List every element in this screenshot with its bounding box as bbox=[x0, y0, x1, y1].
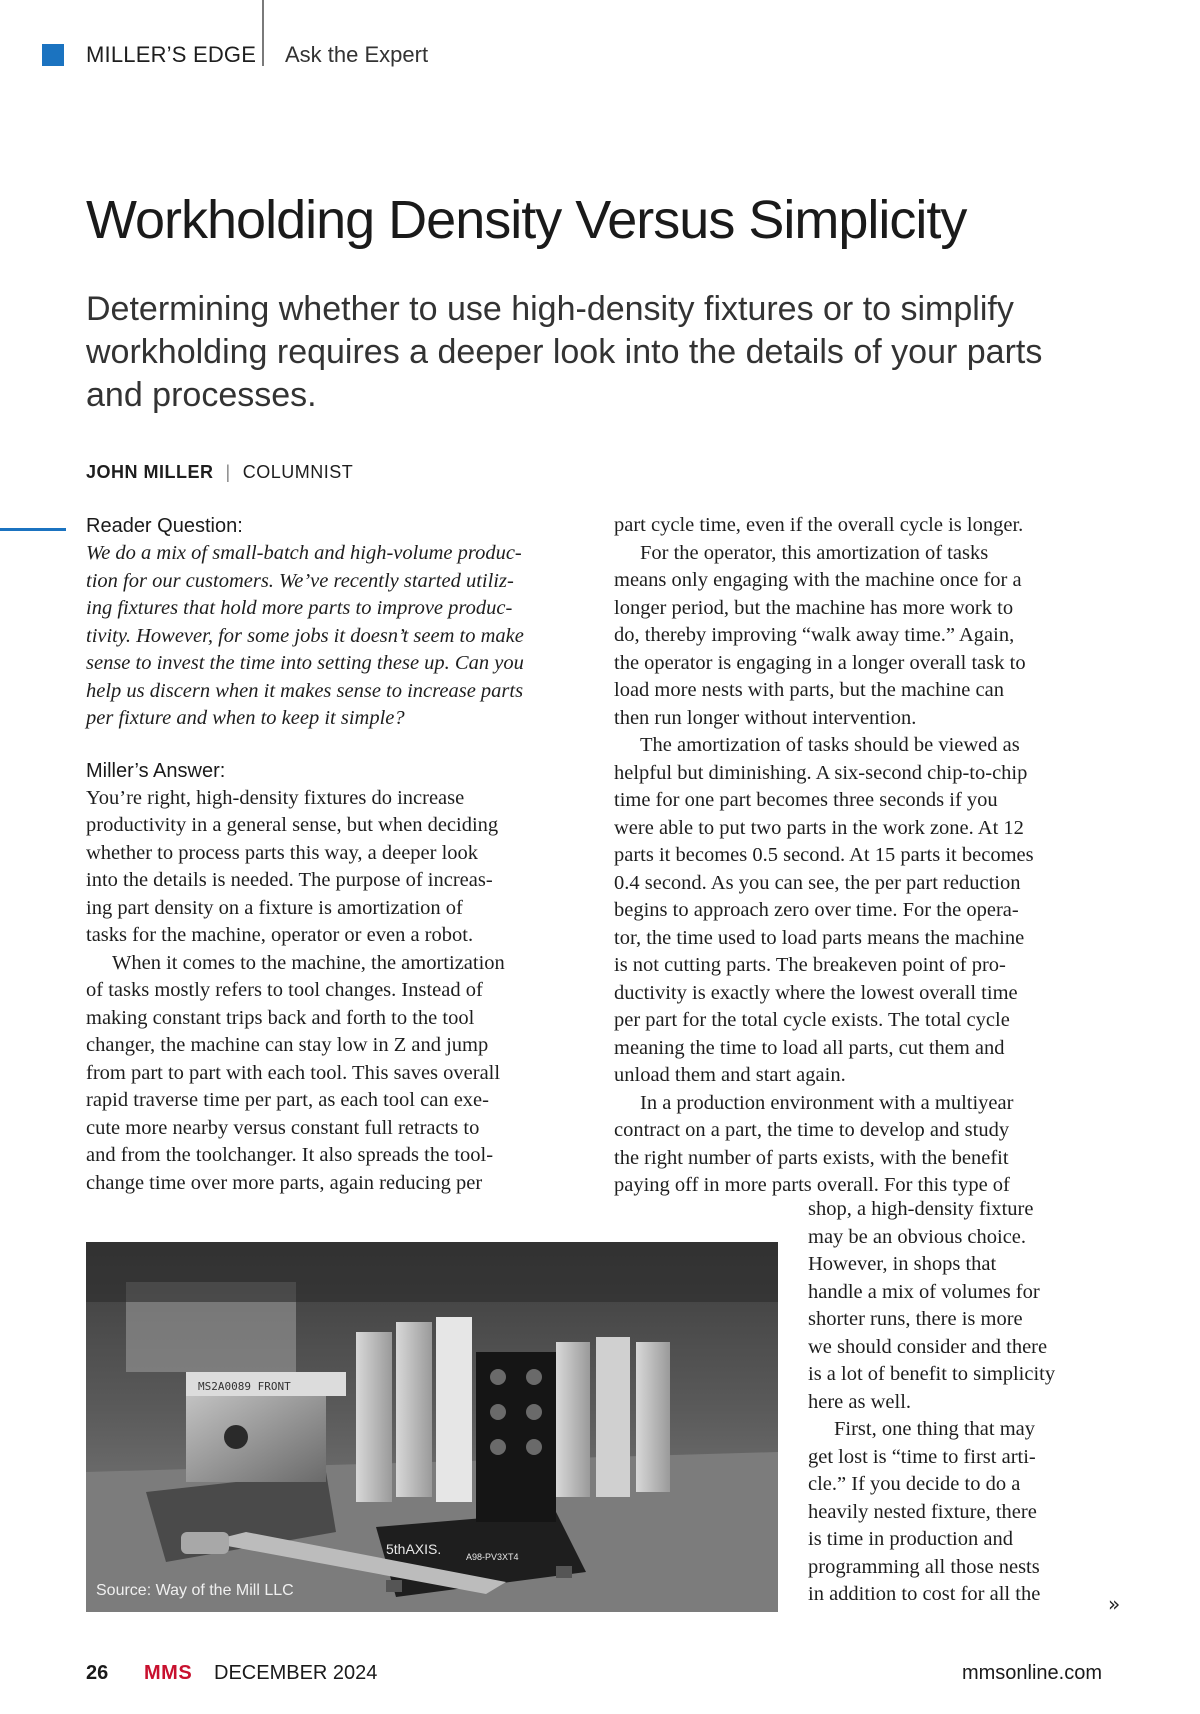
article-dek: Determining whether to use high-density fixtures or to simplify workholding requires a deeper look into the details of your parts and processes. bbox=[86, 290, 1043, 414]
accent-rule bbox=[0, 528, 66, 531]
paragraph bbox=[614, 540, 1114, 733]
text-line: However, in shops that bbox=[808, 1253, 997, 1275]
text-line: heavily nested fixture, there bbox=[808, 1500, 1037, 1523]
text-line: load more nests with parts, but the machine can bbox=[614, 679, 1004, 701]
text-line: do, thereby improving “walk away time.” Again, bbox=[614, 624, 1015, 646]
text-line: into the details is needed. The purpose of increas- bbox=[86, 869, 493, 891]
text-line: tasks for the machine, operator or even a robot. bbox=[86, 924, 474, 946]
text-line: shop, a high-density fixture bbox=[808, 1198, 1034, 1220]
answer-right-body bbox=[614, 512, 1114, 1200]
photo-credit: Source: Way of the Mill LLC bbox=[96, 1582, 294, 1599]
text-line: is a lot of benefit to simplicity bbox=[808, 1363, 1056, 1385]
text-line: First, one thing that may bbox=[834, 1418, 1035, 1440]
fixture-model-label: A98-PV3XT4 bbox=[466, 1552, 519, 1562]
section-label: MILLER’S EDGE bbox=[86, 42, 257, 67]
paragraph bbox=[86, 950, 576, 1198]
byline bbox=[86, 462, 353, 483]
text-line: ductivity is exactly where the lowest overall time bbox=[614, 981, 1018, 1004]
text-line: we should consider and there bbox=[808, 1335, 1048, 1358]
text-line: making constant trips back and forth to the tool bbox=[86, 1006, 475, 1029]
text-line: here as well. bbox=[808, 1390, 912, 1413]
text-line: the right number of parts exists, with the benefit bbox=[614, 1146, 1009, 1169]
article-photo bbox=[86, 1242, 778, 1612]
section-marker bbox=[42, 44, 64, 66]
text-line: tor, the time used to load parts means the machine bbox=[614, 926, 1025, 949]
paragraph bbox=[808, 1196, 1108, 1416]
text-line: is not cutting parts. The breakeven point of pro- bbox=[614, 954, 1006, 976]
double-chevron-right-icon: » bbox=[1108, 1592, 1121, 1616]
reader-question-body bbox=[86, 540, 576, 733]
text-line: begins to approach zero over time. For the opera- bbox=[614, 899, 1019, 921]
text-line: For the operator, this amortization of tasks bbox=[640, 541, 989, 564]
text-line: may be an obvious choice. bbox=[808, 1225, 1027, 1248]
text-line: tivity. However, for some jobs it doesn’t seem to make bbox=[86, 624, 524, 647]
text-line: contract on a part, the time to develop and study bbox=[614, 1119, 1010, 1141]
text-line: tion for our customers. We’ve recently started utiliz- bbox=[86, 569, 514, 592]
text-line: helpful but diminishing. A six-second chip-to-chip bbox=[614, 761, 1028, 784]
text-line: sense to invest the time into setting these up. Can you bbox=[86, 652, 524, 674]
answer-left-body bbox=[86, 785, 576, 1198]
text-line: meaning the time to load all parts, cut them and bbox=[614, 1036, 1005, 1059]
page-number: 26 bbox=[86, 1662, 109, 1684]
paragraph bbox=[86, 785, 576, 950]
text-line: from part to part with each tool. This saves overall bbox=[86, 1061, 501, 1084]
fixture-brand-label: 5thAXIS. bbox=[386, 1541, 442, 1557]
answer-narrow-body bbox=[808, 1196, 1108, 1609]
text-line: parts it becomes 0.5 second. At 15 parts it becomes bbox=[614, 844, 1034, 866]
column-right-narrow bbox=[808, 1196, 1108, 1609]
website-url: mmsonline.com bbox=[961, 1662, 1102, 1684]
paragraph bbox=[614, 1090, 1114, 1200]
column-right bbox=[614, 512, 1114, 1200]
publication-brand: MMS bbox=[144, 1662, 193, 1684]
text-line: help us discern when it makes sense to increase parts bbox=[86, 679, 524, 702]
text-line: In a production environment with a multiyear bbox=[640, 1091, 1014, 1114]
text-line: When it comes to the machine, the amortization bbox=[112, 951, 505, 974]
answer-heading: Miller’s Answer: bbox=[86, 759, 226, 782]
text-line: ing fixtures that hold more parts to improve produc- bbox=[86, 597, 513, 619]
author-role: COLUMNIST bbox=[242, 462, 354, 482]
issue-date: DECEMBER 2024 bbox=[214, 1662, 378, 1684]
text-line: rapid traverse time per part, as each tool can exe- bbox=[86, 1089, 489, 1111]
text-line: were able to put two parts in the work zone. At 12 bbox=[614, 816, 1024, 839]
text-line: paying off in more parts overall. For this type of bbox=[614, 1174, 1010, 1196]
text-line: longer period, but the machine has more work to bbox=[614, 596, 1014, 619]
text-line: get lost is “time to first arti- bbox=[808, 1445, 1036, 1468]
text-line: then run longer without intervention. bbox=[614, 706, 917, 729]
text-line: The amortization of tasks should be viewed as bbox=[640, 734, 1020, 756]
text-line: whether to process parts this way, a deeper look bbox=[86, 841, 479, 864]
text-line: programming all those nests bbox=[808, 1555, 1040, 1578]
article-title: Workholding Density Versus Simplicity bbox=[86, 190, 967, 250]
paragraph bbox=[614, 512, 1114, 540]
vise-label: MS2A0089 FRONT bbox=[198, 1380, 291, 1393]
text-line: in addition to cost for all the bbox=[808, 1583, 1041, 1605]
text-line: handle a mix of volumes for bbox=[808, 1280, 1040, 1303]
column-left bbox=[86, 512, 576, 1197]
reader-question-heading: Reader Question: bbox=[86, 515, 243, 537]
text-line: We do a mix of small-batch and high-volume produc- bbox=[86, 542, 522, 564]
text-line: means only engaging with the machine once for a bbox=[614, 569, 1022, 591]
paragraph bbox=[614, 732, 1114, 1090]
text-line: of tasks mostly refers to tool changes. Instead of bbox=[86, 979, 483, 1001]
text-line: and from the toolchanger. It also spreads the tool- bbox=[86, 1144, 494, 1166]
text-line: shorter runs, there is more bbox=[808, 1308, 1023, 1330]
text-line: productivity in a general sense, but when deciding bbox=[86, 814, 499, 836]
paragraph bbox=[808, 1416, 1108, 1609]
text-line: 0.4 second. As you can see, the per part reduction bbox=[614, 871, 1021, 894]
text-line: unload them and start again. bbox=[614, 1064, 846, 1086]
text-line: cle.” If you decide to do a bbox=[808, 1473, 1021, 1495]
text-line: ing part density on a fixture is amortization of bbox=[86, 896, 463, 919]
text-line: change time over more parts, again reducing per bbox=[86, 1171, 483, 1194]
text-line: part cycle time, even if the overall cycle is longer. bbox=[614, 514, 1024, 536]
text-line: time for one part becomes three seconds if you bbox=[614, 789, 998, 811]
subsection-label: Ask the Expert bbox=[285, 42, 429, 67]
text-line: You’re right, high-density fixtures do increase bbox=[86, 786, 465, 809]
text-line: the operator is engaging in a longer overall task to bbox=[614, 651, 1026, 674]
text-line: per part for the total cycle exists. The total cycle bbox=[614, 1009, 1010, 1031]
byline-separator: | bbox=[225, 462, 231, 482]
text-line: cute more nearby versus constant full retracts to bbox=[86, 1116, 480, 1139]
text-line: per fixture and when to keep it simple? bbox=[86, 707, 405, 729]
text-line: is time in production and bbox=[808, 1528, 1013, 1550]
author-name: JOHN MILLER bbox=[86, 462, 214, 482]
header-divider bbox=[262, 0, 264, 66]
text-line: changer, the machine can stay low in Z and jump bbox=[86, 1034, 489, 1056]
